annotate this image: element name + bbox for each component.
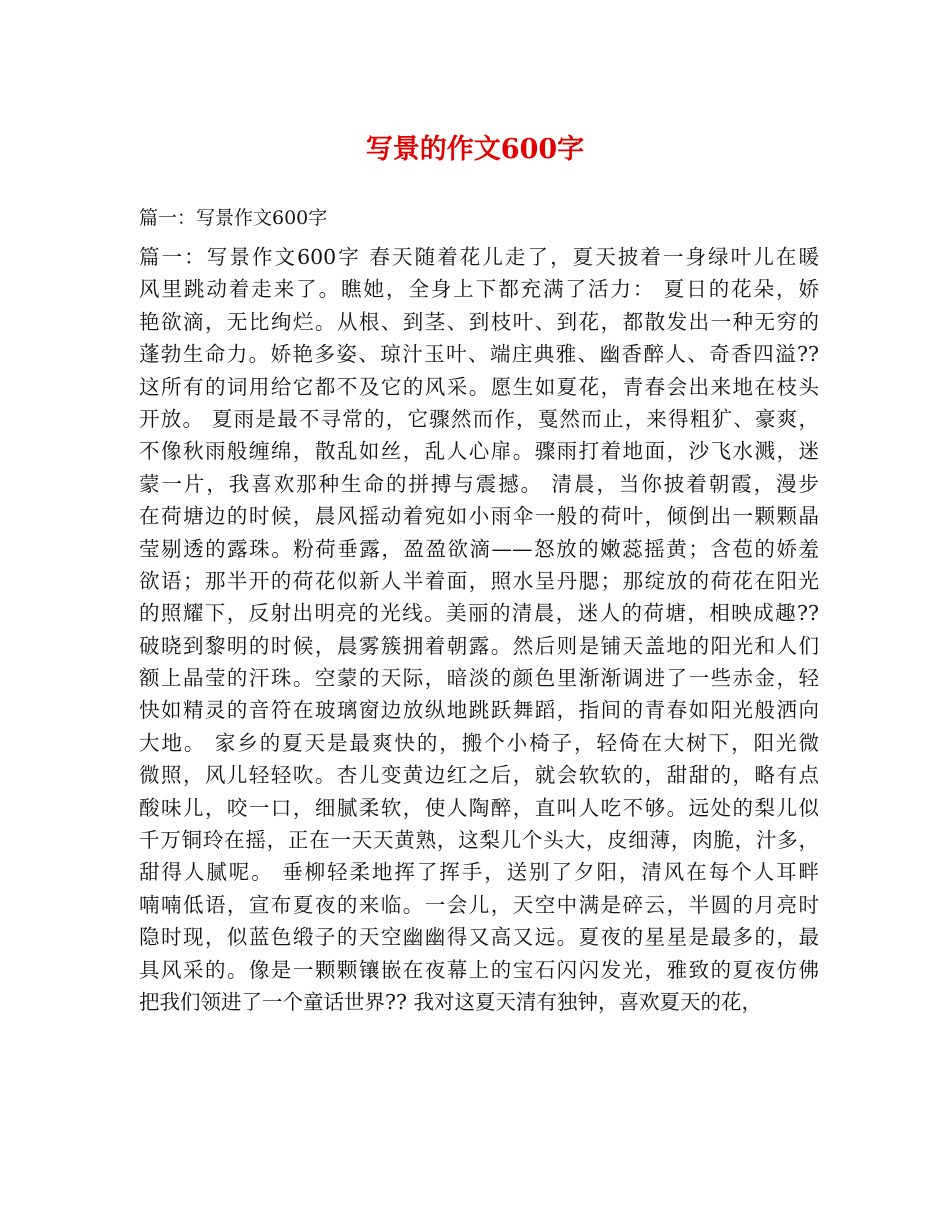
text-line: 快如精灵的音符在玻璃窗边放纵地跳跃舞蹈，指间的青春如阳光般洒向: [139, 698, 819, 723]
text-line: 的照耀下，反射出明亮的光线。美丽的清晨，迷人的荷塘，相映成趣??: [139, 601, 819, 626]
text-line: 甜得人腻呢。 垂柳轻柔地挥了挥手，送别了夕阳，清风在每个人耳畔: [139, 860, 819, 885]
text-line: 隐时现，似蓝色缎子的天空幽幽得又高又远。夏夜的星星是最多的，最: [139, 925, 819, 950]
text-line: 篇一：写景作文600字 春天随着花儿走了，夏天披着一身绿叶儿在暖: [139, 245, 819, 269]
text-line: 在荷塘边的时候，晨风摇动着宛如小雨伞一般的荷叶，倾倒出一颗颗晶: [139, 504, 819, 529]
text-line: 不像秋雨般缠绵，散乱如丝，乱人心扉。骤雨打着地面，沙飞水溅，迷: [139, 439, 819, 464]
text-line: 风里跳动着走来了。瞧她，全身上下都充满了活力： 夏日的花朵，娇: [139, 277, 819, 302]
text-line: 这所有的词用给它都不及它的风采。愿生如夏花，青春会出来地在枝头: [139, 374, 819, 399]
text-line: 酸味儿，咬一口，细腻柔软，使人陶醉，直叫人吃不够。远处的梨儿似: [139, 795, 819, 820]
text-line: 大地。 家乡的夏天是最爽快的，搬个小椅子，轻倚在大树下，阳光微: [139, 730, 819, 755]
text-line: 微照，风儿轻轻吹。杏儿变黄边红之后，就会软软的，甜甜的，略有点: [139, 763, 819, 788]
text-line: 蒙一片，我喜欢那种生命的拼搏与震撼。 清晨，当你披着朝霞，漫步: [139, 471, 819, 496]
text-line: 把我们领进了一个童话世界?? 我对这夏天清有独钟，喜欢夏天的花，: [139, 989, 762, 1014]
body-paragraph: [139, 241, 819, 1018]
text-line: 蓬勃生命力。娇艳多姿、琼汁玉叶、端庄典雅、幽香醉人、奇香四溢??: [139, 342, 819, 367]
text-line: 千万铜玲在摇，正在一天天黄熟，这梨儿个头大，皮细薄，肉脆，汁多，: [139, 828, 819, 853]
text-line: 具风采的。像是一颗颗镶嵌在夜幕上的宝石闪闪发光，雅致的夏夜仿佛: [139, 957, 819, 982]
section-heading: 篇一：写景作文600字: [139, 207, 328, 229]
text-line: 欲语；那半开的荷花似新人半着面，照水呈丹腮；那绽放的荷花在阳光: [139, 568, 819, 593]
text-line: 开放。 夏雨是最不寻常的，它骤然而作，戛然而止，来得粗犷、豪爽，: [139, 406, 819, 431]
text-line: 喃喃低语，宣布夏夜的来临。一会儿，天空中满是碎云，半圆的月亮时: [139, 892, 819, 917]
document-title: 写景的作文600字: [365, 134, 585, 165]
text-line: 艳欲滴，无比绚烂。从根、到茎、到枝叶、到花，都散发出一种无穷的: [139, 309, 819, 334]
text-line: 破晓到黎明的时候，晨雾簇拥着朝露。然后则是铺天盖地的阳光和人们: [139, 633, 819, 658]
text-line: 额上晶莹的汗珠。空蒙的天际，暗淡的颜色里渐渐调进了一些赤金，轻: [139, 666, 819, 691]
text-line: 莹剔透的露珠。粉荷垂露，盈盈欲滴——怒放的嫩蕊摇黄；含苞的娇羞: [139, 536, 819, 561]
